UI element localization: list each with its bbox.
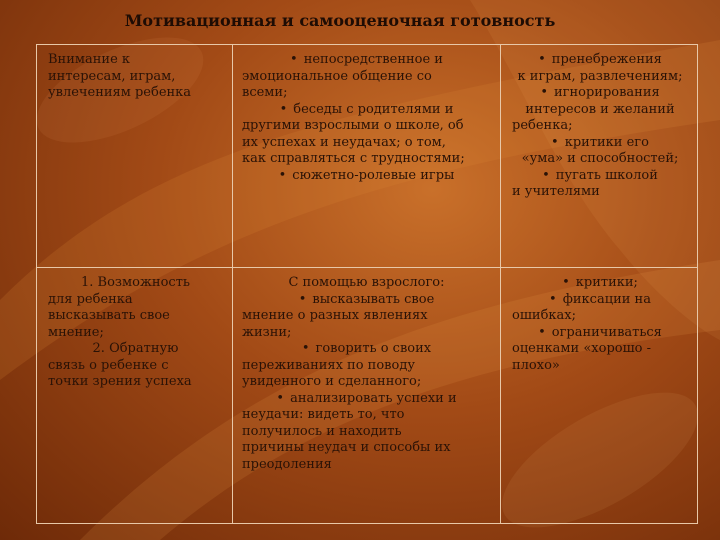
- readiness-table: [36, 44, 698, 524]
- table-cell-r2c2: [233, 268, 501, 524]
- table-row: [37, 268, 698, 524]
- cell-line: ошибках;: [512, 308, 576, 323]
- table-row: [37, 45, 698, 268]
- bullet-line: • высказывать свое: [242, 292, 491, 309]
- cell-line: увлечениям ребенка: [48, 85, 192, 100]
- cell-line: неудачи: видеть то, что: [242, 407, 405, 422]
- cell-line: их успехах и неудачах; о том,: [242, 134, 446, 150]
- cell-line: высказывать свое: [48, 308, 170, 323]
- cell-line: «ума» и способностей;: [521, 151, 679, 166]
- table-cell-r2c3: [501, 268, 698, 524]
- bullet-line: • непосредственное и: [242, 52, 491, 69]
- cell-line: плохо»: [512, 357, 560, 373]
- bullet-line: • игнорирования: [512, 85, 688, 102]
- cell-line: эмоциональное общение со: [242, 68, 432, 84]
- cell-line: для ребенка: [48, 291, 133, 307]
- table-cell-r1c1: [37, 45, 233, 268]
- cell-line: переживаниях по поводу: [242, 357, 415, 373]
- cell-line: ребенка;: [512, 118, 573, 133]
- bullet-line: • анализировать успехи и: [242, 391, 491, 408]
- cell-line: точки зрения успеха: [48, 374, 192, 389]
- table-cell-r2c1: [37, 268, 233, 524]
- bullet-line: • ограничиваться: [512, 325, 688, 342]
- bullet-line: • пренебрежения: [512, 52, 688, 69]
- bullet-line: • беседы с родителями и: [242, 102, 491, 119]
- cell-line: преодоления: [242, 456, 332, 472]
- bullet-line: • говорить о своих: [242, 341, 491, 358]
- cell-line: как справляться с трудностями;: [242, 151, 465, 166]
- bullet-line: • критики его: [512, 135, 688, 152]
- bullet-line: • фиксации на: [512, 292, 688, 309]
- bullet-line: • сюжетно-ролевые игры: [242, 168, 491, 185]
- cell-line: С помощью взрослого:: [288, 275, 445, 290]
- cell-line: увиденного и сделанного;: [242, 374, 422, 389]
- page-title: Мотивационная и самооценочная готовность: [124, 11, 556, 30]
- table-cell-r1c3: [501, 45, 698, 268]
- cell-line: получилось и находить: [242, 423, 402, 439]
- cell-line: жизни;: [242, 324, 292, 340]
- cell-line: к играм, развлечениям;: [517, 68, 683, 84]
- cell-line: мнение;: [48, 324, 104, 340]
- cell-line: оценками «хорошо -: [512, 341, 652, 356]
- bullet-line: • пугать школой: [512, 168, 688, 185]
- cell-line: другими взрослыми о школе, об: [242, 118, 464, 133]
- bullet-line: • критики;: [512, 275, 688, 292]
- cell-line: мнение о разных явлениях: [242, 308, 428, 323]
- cell-line: интересов и желаний: [525, 101, 675, 117]
- cell-line: всеми;: [242, 85, 288, 100]
- cell-line: 2. Обратную: [92, 341, 179, 356]
- table-cell-r1c2: [233, 45, 501, 268]
- cell-line: 1. Возможность: [81, 275, 190, 290]
- cell-line: причины неудач и способы их: [242, 440, 451, 455]
- cell-line: связь о ребенке с: [48, 357, 169, 373]
- cell-line: интересам, играм,: [48, 68, 176, 84]
- cell-line: Внимание к: [48, 52, 131, 67]
- cell-line: и учителями: [512, 184, 600, 199]
